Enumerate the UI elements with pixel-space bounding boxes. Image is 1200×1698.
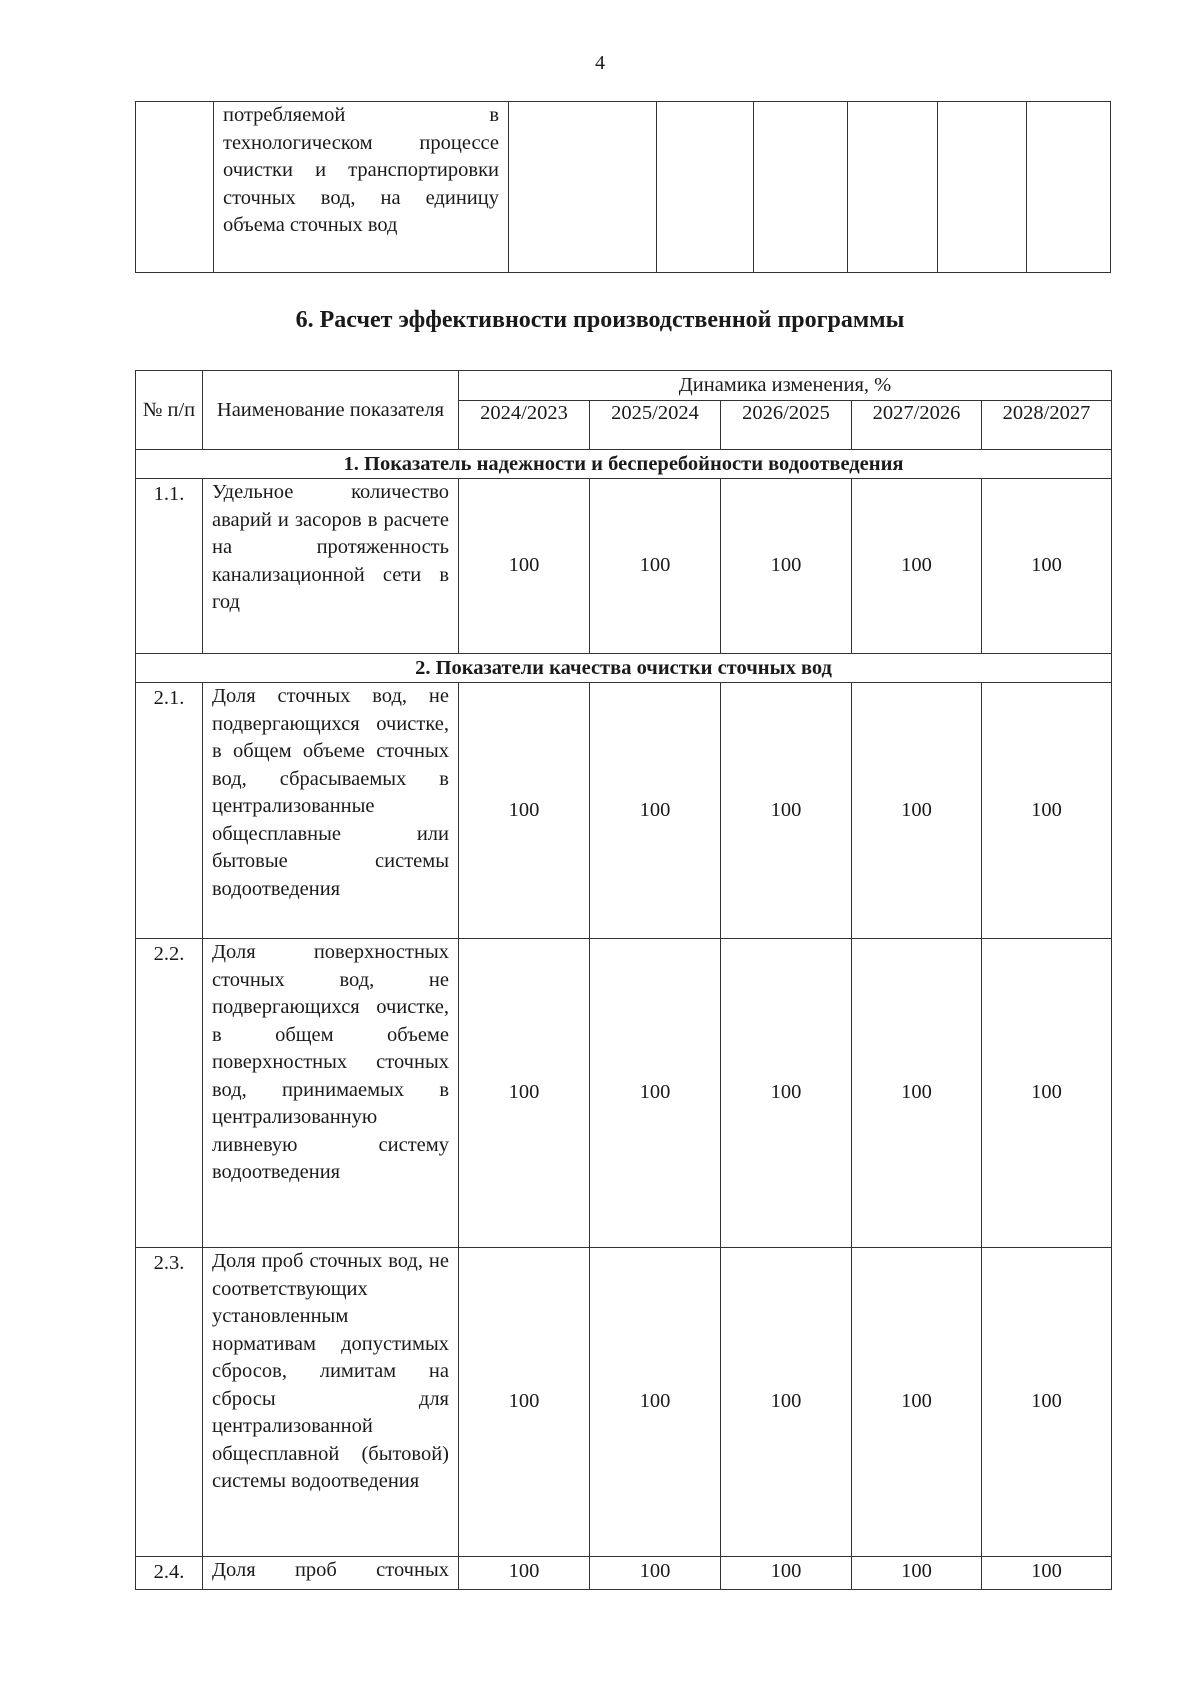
page-number: 4 <box>595 52 605 74</box>
value-cell: 100 <box>459 683 590 939</box>
value-cell: 100 <box>982 683 1112 939</box>
value-cell: 100 <box>590 683 721 939</box>
indicator-name-cell: потребляемой в технологическом процессе очистки и транспортировки сточных вод, на единицу объема сточных вод <box>214 102 509 273</box>
col-number-header: № п/п <box>136 371 203 450</box>
efficiency-table <box>135 370 1112 1590</box>
value-cell: 100 <box>982 939 1112 1248</box>
group-title: 1. Показатель надежности и бесперебойности водоотведения <box>136 450 1112 479</box>
row-number: 2.3. <box>136 1248 203 1557</box>
group-title: 2. Показатели качества очистки сточных вод <box>136 654 1112 683</box>
row-number: 2.2. <box>136 939 203 1248</box>
table-row <box>136 939 1112 1248</box>
value-cell: 100 <box>459 1248 590 1557</box>
header-row <box>136 371 1112 401</box>
value-cell: 100 <box>852 1557 982 1590</box>
empty-cell <box>509 102 657 273</box>
period-header: 2026/2025 <box>721 401 852 450</box>
value-cell: 100 <box>459 939 590 1248</box>
row-number: 2.1. <box>136 683 203 939</box>
table-row <box>136 479 1112 654</box>
period-header: 2028/2027 <box>982 401 1112 450</box>
row-number: 2.4. <box>136 1557 203 1590</box>
group-row <box>136 654 1112 683</box>
value-cell: 100 <box>982 1248 1112 1557</box>
section-title: 6. Расчет эффективности производственной программы <box>295 307 905 333</box>
value-cell: 100 <box>590 1248 721 1557</box>
group-row <box>136 450 1112 479</box>
value-cell: 100 <box>852 683 982 939</box>
value-cell: 100 <box>721 939 852 1248</box>
indicator-name-cell: Доля сточных вод, не подвергающихся очистке, в общем объеме сточных вод, сбрасываемых в централизованные общесплавные или бытовые системы водоотведения <box>203 683 459 939</box>
empty-cell <box>657 102 754 273</box>
indicator-name-cell: Удельное количество аварий и засоров в расчете на протяженность канализационной сети в год <box>203 479 459 654</box>
empty-cell <box>938 102 1027 273</box>
table-row <box>136 683 1112 939</box>
table-row <box>136 1557 1112 1590</box>
value-cell: 100 <box>590 1557 721 1590</box>
indicator-name-cell: Доля проб сточных вод, не соответствующих установленным нормативам допустимых сбросов, лимитам на сбросы для централизованной общесплавной (бытовой) системы водоотведения <box>203 1248 459 1557</box>
period-header: 2025/2024 <box>590 401 721 450</box>
col-name-header: Наименование показателя <box>203 371 459 450</box>
table-row <box>136 102 1111 273</box>
value-cell: 100 <box>852 1248 982 1557</box>
value-cell: 100 <box>721 683 852 939</box>
value-cell: 100 <box>459 1557 590 1590</box>
value-cell: 100 <box>590 939 721 1248</box>
value-cell: 100 <box>721 1248 852 1557</box>
period-header: 2027/2026 <box>852 401 982 450</box>
table-row <box>136 1248 1112 1557</box>
empty-cell <box>754 102 848 273</box>
value-cell: 100 <box>982 1557 1112 1590</box>
empty-cell <box>848 102 938 273</box>
empty-cell <box>136 102 214 273</box>
indicator-name-cell: Доля проб сточных <box>203 1557 459 1590</box>
row-number: 1.1. <box>136 479 203 654</box>
value-cell: 100 <box>459 479 590 654</box>
continued-table <box>135 101 1111 273</box>
period-header: 2024/2023 <box>459 401 590 450</box>
value-cell: 100 <box>590 479 721 654</box>
value-cell: 100 <box>852 939 982 1248</box>
value-cell: 100 <box>721 479 852 654</box>
value-cell: 100 <box>721 1557 852 1590</box>
empty-cell <box>1027 102 1111 273</box>
value-cell: 100 <box>982 479 1112 654</box>
indicator-name-cell: Доля поверхностных сточных вод, не подвергающихся очистке, в общем объеме поверхностных сточных вод, принимаемых в централизованную ливневую систему водоотведения <box>203 939 459 1248</box>
dynamics-header: Динамика изменения, % <box>459 371 1112 401</box>
value-cell: 100 <box>852 479 982 654</box>
